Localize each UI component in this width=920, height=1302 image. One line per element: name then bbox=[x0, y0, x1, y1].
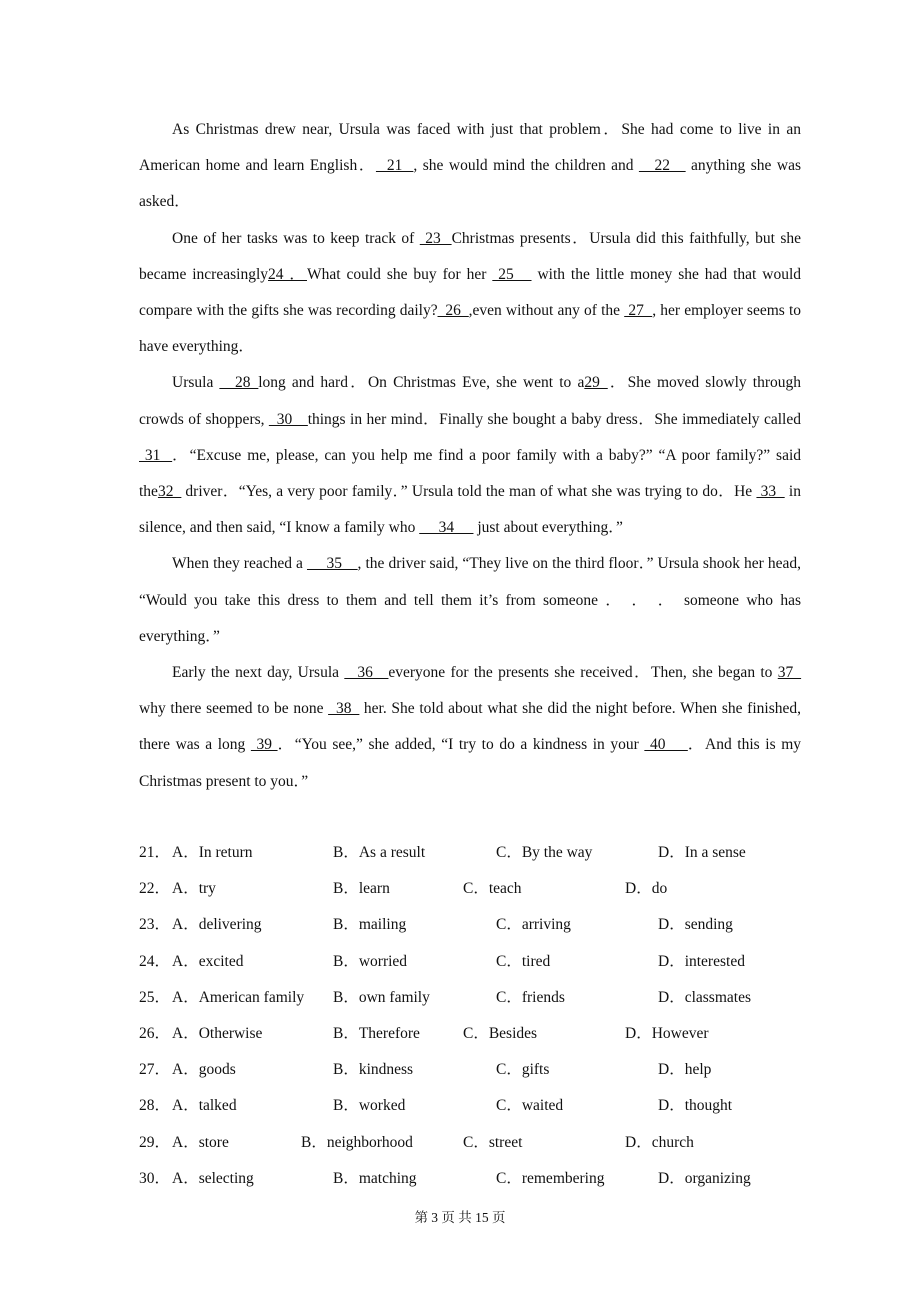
passage-text: with the little money she had that would compare with the gifts she was recording daily? bbox=[139, 265, 802, 320]
question-26 bbox=[139, 1016, 801, 1052]
blank-34: __34__ bbox=[419, 519, 474, 537]
passage-text: why there seemed to be none bbox=[139, 700, 329, 718]
option-a: A．In return bbox=[172, 844, 253, 861]
option-a: A．goods bbox=[172, 1061, 236, 1079]
passage-text: Christmas presents．Ursula did this faithfully, but she became increasingly bbox=[139, 229, 802, 283]
question-28 bbox=[139, 1088, 801, 1124]
blank-33: 33 bbox=[756, 483, 785, 501]
option-d: D．thought bbox=[658, 1097, 733, 1115]
blank-36: _36__ bbox=[344, 664, 389, 682]
option-b: B．kindness bbox=[333, 1061, 414, 1079]
blank-21: 21 bbox=[375, 157, 414, 175]
option-c: C．street bbox=[463, 1133, 523, 1151]
option-a: A．Otherwise bbox=[172, 1024, 263, 1042]
blank-29: 29_ bbox=[584, 374, 608, 392]
blank-24: 24 ． bbox=[268, 265, 307, 283]
blank-30: _30__ bbox=[268, 410, 308, 428]
passage-text: What could she buy for her bbox=[306, 265, 493, 283]
passage-text: her. She told about what she did the night before. When she finished, there was a long bbox=[139, 700, 801, 754]
passage-text: things in her mind．Finally she bought a baby dress．She immediately called bbox=[307, 410, 801, 428]
passage-text: , she would mind the children and bbox=[413, 157, 640, 175]
question-number: 30． bbox=[139, 1169, 171, 1187]
option-c: C．arriving bbox=[496, 916, 571, 934]
blank-35: __35__ bbox=[306, 555, 358, 573]
paragraph-3 bbox=[139, 365, 801, 546]
passage-text: When they reached a bbox=[172, 555, 307, 573]
option-b: B．matching bbox=[333, 1169, 417, 1187]
option-a: A．store bbox=[172, 1133, 229, 1151]
passage-text: Ursula bbox=[172, 374, 220, 392]
passage-text: just about everything．” bbox=[473, 519, 623, 537]
blank-38: _38_ bbox=[328, 700, 360, 718]
question-number: 22． bbox=[139, 880, 171, 898]
option-b: B．worked bbox=[333, 1097, 406, 1115]
passage-text: ,even without any of the bbox=[468, 302, 625, 320]
blank-40: 40 bbox=[644, 736, 688, 754]
option-a: A．excited bbox=[172, 952, 244, 970]
passage-text: in silence, and then said, “I know a family who bbox=[139, 483, 801, 537]
blank-37: 37_ bbox=[777, 664, 801, 682]
answer-options bbox=[139, 835, 801, 1197]
option-c: C．By the way bbox=[496, 844, 593, 861]
paragraph-1 bbox=[139, 112, 801, 221]
option-b: B．mailing bbox=[333, 916, 407, 934]
blank-31: 31 bbox=[139, 446, 173, 464]
option-c: C．teach bbox=[463, 880, 522, 898]
passage-text: ．She moved slowly through crowds of shoppers, bbox=[139, 374, 802, 428]
option-c: C．gifts bbox=[496, 1061, 550, 1079]
question-29 bbox=[139, 1125, 801, 1161]
blank-26: _26_ bbox=[437, 302, 469, 320]
passage-text: ．“You see,” she added, “I try to do a kindness in your bbox=[277, 736, 645, 754]
blank-22: __22__ bbox=[639, 157, 686, 175]
option-b: B．Therefore bbox=[333, 1024, 420, 1042]
question-number: 21． bbox=[139, 844, 171, 861]
passage-text: everyone for the presents she received．Then, she began to bbox=[388, 664, 778, 682]
blank-39: 39 bbox=[250, 736, 278, 754]
paragraph-4 bbox=[139, 546, 801, 655]
blank-28: __28_ bbox=[219, 374, 259, 392]
passage-text: driver．“Yes, a very poor family．” Ursula told the man of what she was trying to do．He bbox=[181, 483, 757, 501]
option-c: C．Besides bbox=[463, 1024, 538, 1042]
option-d: D．sending bbox=[658, 916, 733, 934]
question-22 bbox=[139, 871, 801, 907]
option-d: D．church bbox=[625, 1133, 694, 1151]
question-number: 27． bbox=[139, 1061, 171, 1079]
question-27 bbox=[139, 1052, 801, 1088]
question-number: 29． bbox=[139, 1133, 171, 1151]
passage-text: Early the next day, Ursula bbox=[172, 664, 345, 682]
option-c: C．friends bbox=[496, 988, 565, 1006]
question-23 bbox=[139, 907, 801, 943]
passage-text: ．And this is my Christmas present to you．” bbox=[139, 736, 802, 790]
question-24 bbox=[139, 944, 801, 980]
option-a: A．selecting bbox=[172, 1169, 254, 1187]
option-c: C．remembering bbox=[496, 1169, 605, 1187]
option-b: B．own family bbox=[333, 988, 430, 1006]
option-b: B．neighborhood bbox=[301, 1133, 413, 1151]
option-d: D．In a sense bbox=[658, 844, 746, 861]
question-number: 23． bbox=[139, 916, 171, 934]
option-a: A．delivering bbox=[172, 916, 262, 934]
question-25 bbox=[139, 980, 801, 1016]
blank-27: 27 bbox=[624, 302, 653, 320]
blank-25: 25 bbox=[492, 265, 532, 283]
passage-text: One of her tasks was to keep track of bbox=[172, 229, 420, 247]
option-d: D．help bbox=[658, 1061, 712, 1079]
passage-text: anything she was asked． bbox=[139, 157, 802, 211]
page-footer: 第 3 页 共 15 页 bbox=[414, 1210, 506, 1225]
cloze-passage bbox=[139, 112, 801, 800]
option-b: B．As a result bbox=[333, 844, 426, 861]
option-d: D．However bbox=[625, 1024, 709, 1042]
passage-text: As Christmas drew near, Ursula was faced with just that problem．She had come to live in an American home and learn English． bbox=[139, 121, 801, 175]
option-d: D．organizing bbox=[658, 1169, 751, 1187]
question-number: 28． bbox=[139, 1097, 171, 1115]
blank-23: 23 bbox=[419, 229, 452, 247]
option-a: A．American family bbox=[172, 988, 305, 1006]
option-d: D．classmates bbox=[658, 988, 751, 1006]
option-d: D．interested bbox=[658, 952, 745, 970]
question-30 bbox=[139, 1161, 801, 1197]
paragraph-2 bbox=[139, 221, 801, 366]
passage-text: , the driver said, “They live on the third floor．” Ursula shook her head, “Would you take this dress to them and tell them it’s from someone ． ． ． someone who has everything．” bbox=[139, 555, 802, 645]
question-number: 25． bbox=[139, 988, 171, 1006]
option-b: B．worried bbox=[333, 952, 408, 970]
option-c: C．tired bbox=[496, 952, 551, 970]
passage-text: long and hard．On Christmas Eve, she went to a bbox=[258, 374, 585, 392]
question-number: 26． bbox=[139, 1024, 171, 1042]
paragraph-5 bbox=[139, 655, 801, 800]
option-a: A．talked bbox=[172, 1097, 237, 1115]
passage-text: , her employer seems to have everything． bbox=[139, 302, 802, 356]
option-c: C．waited bbox=[496, 1097, 564, 1115]
question-21 bbox=[139, 835, 801, 871]
blank-32: 32_ bbox=[157, 483, 182, 501]
option-b: B．learn bbox=[333, 880, 390, 898]
passage-text: ．“Excuse me, please, can you help me find a poor family with a baby?” “A poor family?” said the bbox=[139, 446, 802, 501]
question-number: 24． bbox=[139, 952, 171, 970]
option-a: A．try bbox=[172, 880, 216, 898]
option-d: D．do bbox=[625, 880, 668, 898]
